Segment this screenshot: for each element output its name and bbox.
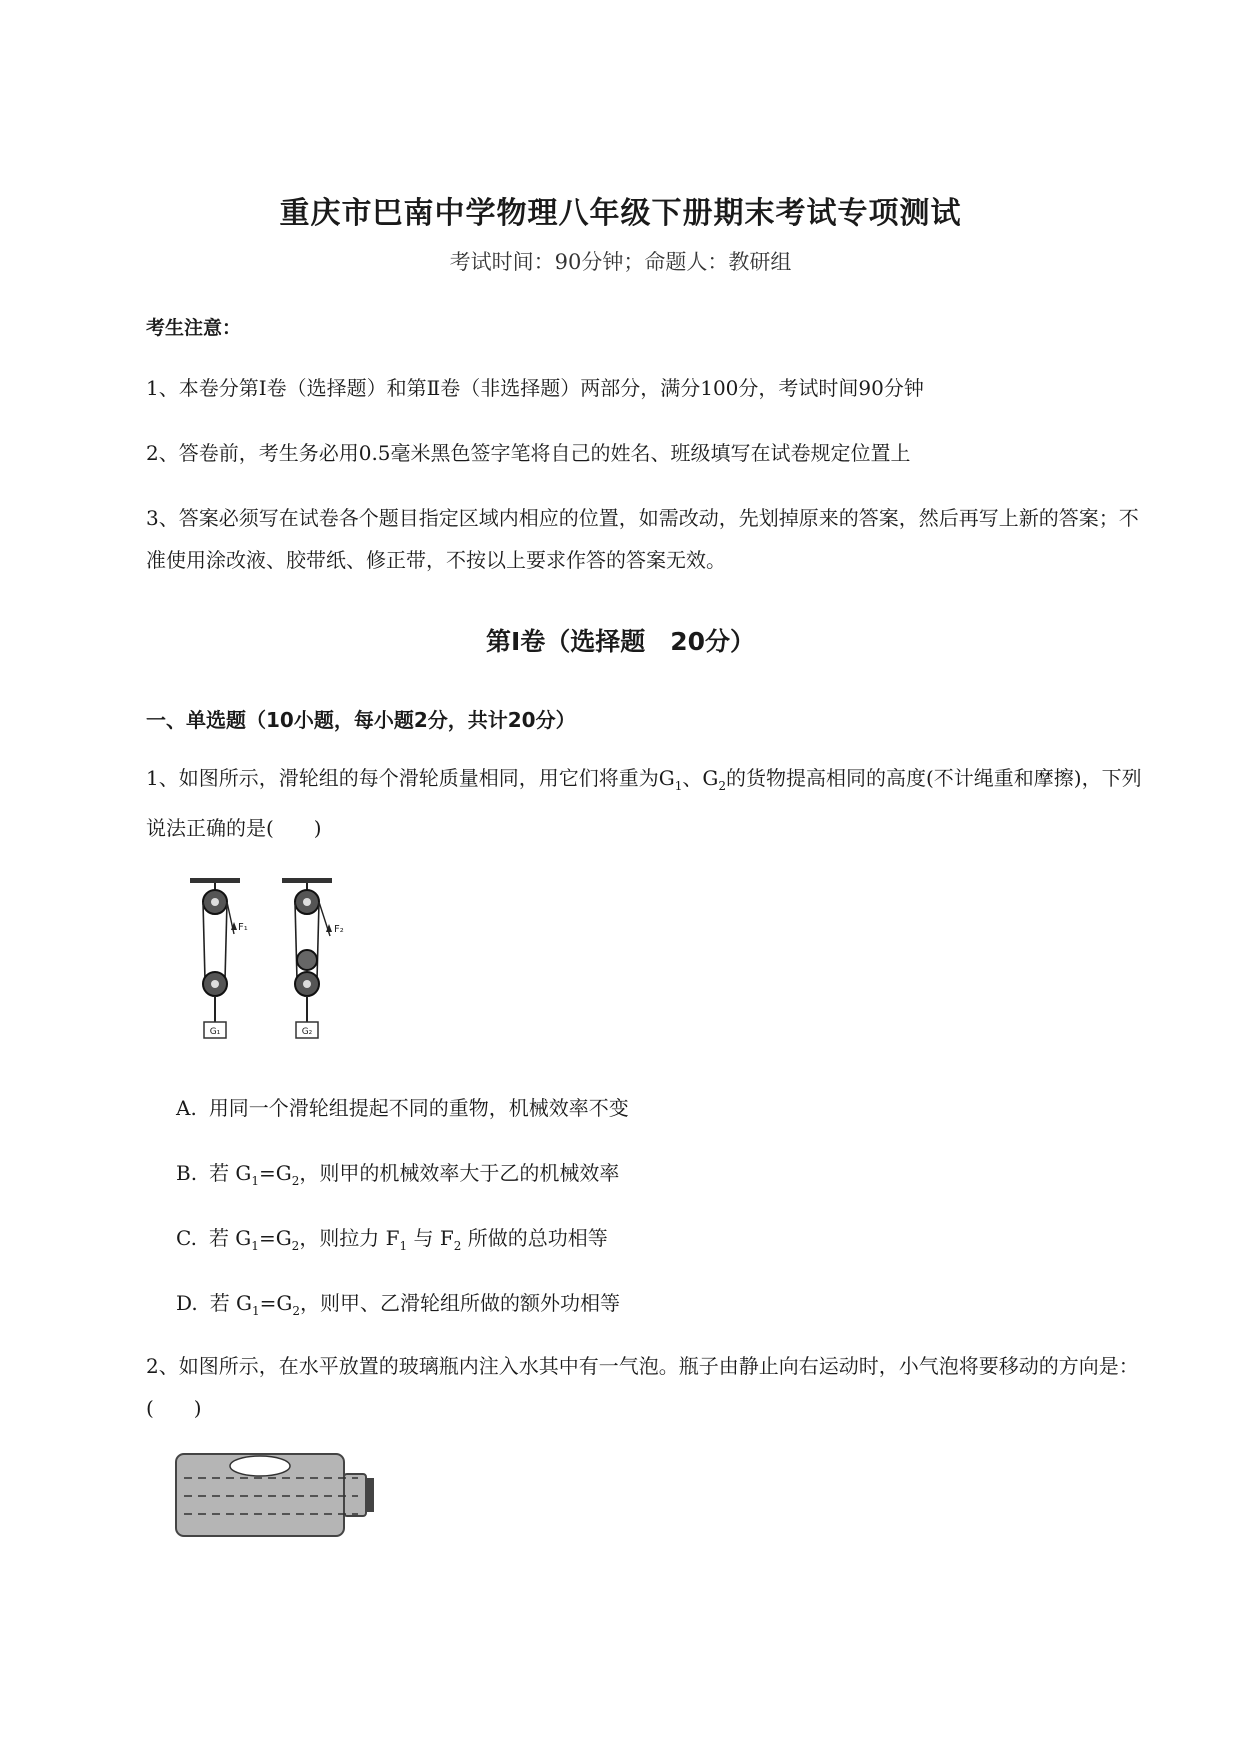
notice-heading: 考生注意： — [146, 317, 242, 339]
f1-label: F₁ — [238, 922, 248, 933]
bottle-figure — [172, 1448, 382, 1544]
section-title: 第I卷（选择题 20分） — [485, 627, 756, 656]
question-1-stem: 1、如图所示，滑轮组的每个滑轮质量相同，用它们将重为$G_1$、$G_2$的货物提高相同的高度(不计绳重和摩擦)，下列说法正确的是( ) — [146, 766, 1142, 840]
f2-label: F₂ — [334, 924, 344, 935]
notice-item-2: 2、答卷前，考生务必用0.5毫米黑色签字笔将自己的姓名、班级填写在试卷规定位置上 — [146, 441, 911, 465]
exam-info: 考试时间：90分钟；命题人：教研组 — [449, 250, 792, 274]
question-2-stem: 2、如图所示，在水平放置的玻璃瓶内注入水其中有一气泡。瓶子由静止向右运动时，小气泡将要移动的方向是：( ) — [146, 1354, 1139, 1420]
pulley-system-left — [203, 883, 248, 1038]
pulley-figure — [172, 872, 372, 1052]
option-b[interactable]: B. 若 $G_1=G_2$，则甲的机械效率大于乙的机械效率 — [176, 1161, 620, 1188]
g2-label: G₂ — [301, 1027, 313, 1037]
notice-item-3: 3、答案必须写在试卷各个题目指定区域内相应的位置，如需改动，先划掉原来的答案，然后再写上新的答案；不准使用涂改液、胶带纸、修正带，不按以上要求作答的答案无效。 — [146, 506, 1139, 572]
option-c[interactable]: C. 若 $G_1=G_2$，则拉力 $F_1$ 与 $F_2$ 所做的总功相等 — [176, 1226, 608, 1253]
part-heading: 一、单选题（10小题，每小题2分，共计20分） — [146, 708, 576, 732]
pulley-system-right — [295, 883, 344, 1038]
air-bubble — [230, 1456, 290, 1476]
option-d[interactable]: D. 若 $G_1=G_2$，则甲、乙滑轮组所做的额外功相等 — [176, 1291, 621, 1318]
option-a[interactable]: A. 用同一个滑轮组提起不同的重物，机械效率不变 — [176, 1096, 629, 1120]
page-title: 重庆市巴南中学物理八年级下册期末考试专项测试 — [279, 196, 962, 231]
g1-label: G₁ — [209, 1027, 221, 1037]
notice-item-1: 1、本卷分第I卷（选择题）和第Ⅱ卷（非选择题）两部分，满分100分，考试时间90分钟 — [146, 376, 924, 400]
